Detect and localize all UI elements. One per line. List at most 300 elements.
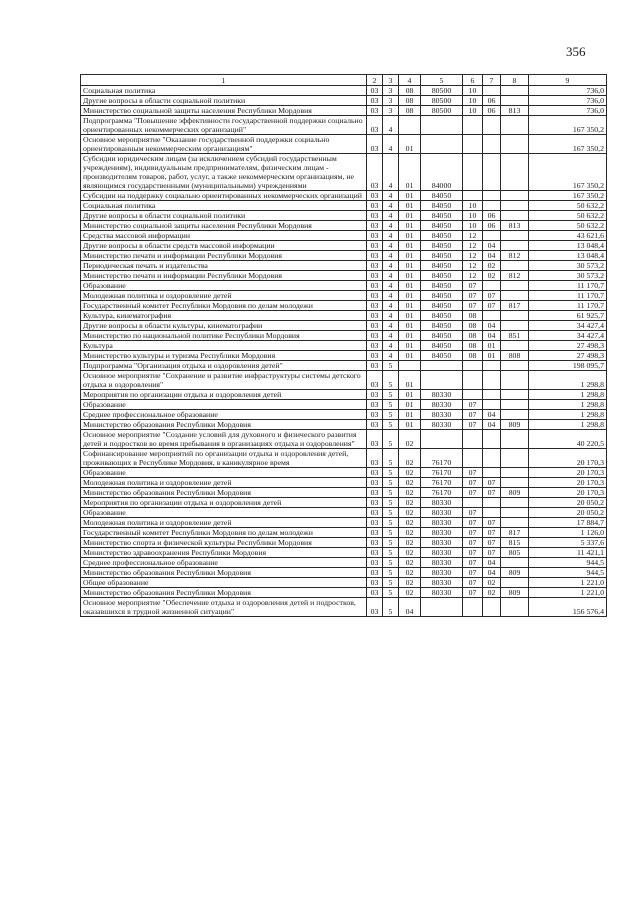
- direction-code-cell: [421, 430, 463, 449]
- activity-code-cell: 08: [399, 96, 421, 106]
- table-row: [81, 588, 607, 598]
- row-name-cell: Другие вопросы в области культуры, кинематографии: [81, 321, 367, 331]
- subsection-code-cell: [483, 371, 501, 390]
- ministry-code-cell: [501, 449, 529, 468]
- ministry-code-cell: [501, 154, 529, 191]
- activity-code-cell: 08: [399, 106, 421, 116]
- section-code-cell: 07: [463, 578, 483, 588]
- amount-cell: 34 427,4: [529, 321, 607, 331]
- direction-code-cell: 80500: [421, 106, 463, 116]
- subprogram-code-cell: 4: [383, 154, 399, 191]
- subprogram-code-cell: 4: [383, 351, 399, 361]
- row-name-cell: Министерство социальной защиты населения Республики Мордовия: [81, 221, 367, 231]
- subsection-code-cell: 01: [483, 351, 501, 361]
- activity-code-cell: 01: [399, 311, 421, 321]
- ministry-code-cell: [501, 96, 529, 106]
- direction-code-cell: 84050: [421, 191, 463, 201]
- program-code-cell: 03: [367, 538, 383, 548]
- row-name-cell: Среднее профессиональное образование: [81, 410, 367, 420]
- subprogram-code-cell: 4: [383, 311, 399, 321]
- direction-code-cell: [421, 598, 463, 617]
- amount-cell: 27 498,3: [529, 351, 607, 361]
- section-code-cell: 07: [463, 518, 483, 528]
- activity-code-cell: 02: [399, 468, 421, 478]
- table-row: [81, 498, 607, 508]
- row-name-cell: Образование: [81, 508, 367, 518]
- direction-code-cell: [421, 116, 463, 135]
- direction-code-cell: 84000: [421, 154, 463, 191]
- ministry-code-cell: [501, 201, 529, 211]
- table-row: [81, 251, 607, 261]
- amount-cell: 30 573,2: [529, 261, 607, 271]
- direction-code-cell: 80330: [421, 508, 463, 518]
- program-code-cell: 03: [367, 154, 383, 191]
- direction-code-cell: 80330: [421, 528, 463, 538]
- table-row: [81, 351, 607, 361]
- subprogram-code-cell: 4: [383, 231, 399, 241]
- amount-cell: 20 170,3: [529, 449, 607, 468]
- ministry-code-cell: [501, 518, 529, 528]
- activity-code-cell: [399, 116, 421, 135]
- program-code-cell: 03: [367, 478, 383, 488]
- table-row: [81, 568, 607, 578]
- ministry-code-cell: 817: [501, 528, 529, 538]
- subprogram-code-cell: 5: [383, 548, 399, 558]
- table-row: [81, 331, 607, 341]
- activity-code-cell: 01: [399, 261, 421, 271]
- subprogram-code-cell: 5: [383, 361, 399, 371]
- amount-cell: 944,5: [529, 568, 607, 578]
- program-code-cell: 03: [367, 106, 383, 116]
- subprogram-code-cell: 5: [383, 449, 399, 468]
- table-row: [81, 86, 607, 96]
- subsection-code-cell: 07: [483, 488, 501, 498]
- amount-cell: 20 170,3: [529, 488, 607, 498]
- program-code-cell: 03: [367, 86, 383, 96]
- section-code-cell: 07: [463, 568, 483, 578]
- direction-code-cell: 80330: [421, 518, 463, 528]
- page-number: 356: [566, 44, 586, 59]
- activity-code-cell: 08: [399, 86, 421, 96]
- subsection-code-cell: 01: [483, 341, 501, 351]
- header-row: [81, 75, 607, 86]
- subprogram-code-cell: 5: [383, 400, 399, 410]
- subsection-code-cell: 04: [483, 568, 501, 578]
- subprogram-code-cell: 5: [383, 588, 399, 598]
- subsection-code-cell: 07: [483, 518, 501, 528]
- row-name-cell: Подпрограмма "Повышение эффективности государственной поддержки социально ориентированных некоммерческих организаций": [81, 116, 367, 135]
- table-row: [81, 231, 607, 241]
- activity-code-cell: 01: [399, 321, 421, 331]
- amount-cell: 736,0: [529, 86, 607, 96]
- program-code-cell: 03: [367, 488, 383, 498]
- program-code-cell: 03: [367, 311, 383, 321]
- subprogram-code-cell: 5: [383, 568, 399, 578]
- section-code-cell: [463, 116, 483, 135]
- header-cell: 2: [367, 75, 383, 86]
- direction-code-cell: 76170: [421, 449, 463, 468]
- section-code-cell: [463, 598, 483, 617]
- ministry-code-cell: 809: [501, 588, 529, 598]
- table-row: [81, 420, 607, 430]
- header-cell: 1: [81, 75, 367, 86]
- activity-code-cell: 02: [399, 449, 421, 468]
- activity-code-cell: 01: [399, 271, 421, 281]
- activity-code-cell: 01: [399, 410, 421, 420]
- program-code-cell: 03: [367, 371, 383, 390]
- amount-cell: 13 048,4: [529, 251, 607, 261]
- subprogram-code-cell: 5: [383, 528, 399, 538]
- subsection-code-cell: [483, 191, 501, 201]
- subsection-code-cell: [483, 116, 501, 135]
- direction-code-cell: 80330: [421, 420, 463, 430]
- header-cell: 7: [483, 75, 501, 86]
- activity-code-cell: 01: [399, 390, 421, 400]
- amount-cell: 1 298,8: [529, 400, 607, 410]
- program-code-cell: 03: [367, 191, 383, 201]
- amount-cell: 13 048,4: [529, 241, 607, 251]
- row-name-cell: Среднее профессиональное образование: [81, 558, 367, 568]
- amount-cell: 198 095,7: [529, 361, 607, 371]
- section-code-cell: 07: [463, 488, 483, 498]
- activity-code-cell: 01: [399, 341, 421, 351]
- amount-cell: 34 427,4: [529, 331, 607, 341]
- row-name-cell: Другие вопросы в области социальной политики: [81, 96, 367, 106]
- amount-cell: 20 050,2: [529, 498, 607, 508]
- section-code-cell: 10: [463, 201, 483, 211]
- direction-code-cell: 84050: [421, 251, 463, 261]
- subprogram-code-cell: 5: [383, 390, 399, 400]
- activity-code-cell: 02: [399, 478, 421, 488]
- subsection-code-cell: [483, 508, 501, 518]
- subsection-code-cell: 04: [483, 321, 501, 331]
- subprogram-code-cell: 4: [383, 251, 399, 261]
- section-code-cell: 07: [463, 420, 483, 430]
- row-name-cell: Социальная политика: [81, 86, 367, 96]
- ministry-code-cell: [501, 371, 529, 390]
- section-code-cell: [463, 191, 483, 201]
- activity-code-cell: 01: [399, 241, 421, 251]
- table-row: [81, 371, 607, 390]
- header-cell: 4: [399, 75, 421, 86]
- program-code-cell: 03: [367, 498, 383, 508]
- activity-code-cell: 01: [399, 301, 421, 311]
- table-row: [81, 518, 607, 528]
- table-row: [81, 390, 607, 400]
- direction-code-cell: 80330: [421, 498, 463, 508]
- subsection-code-cell: [483, 498, 501, 508]
- direction-code-cell: 80330: [421, 548, 463, 558]
- section-code-cell: 07: [463, 558, 483, 568]
- ministry-code-cell: [501, 211, 529, 221]
- row-name-cell: Культура: [81, 341, 367, 351]
- table-row: [81, 430, 607, 449]
- ministry-code-cell: [501, 86, 529, 96]
- subsection-code-cell: 04: [483, 420, 501, 430]
- activity-code-cell: 02: [399, 558, 421, 568]
- activity-code-cell: 02: [399, 518, 421, 528]
- ministry-code-cell: 805: [501, 548, 529, 558]
- ministry-code-cell: [501, 578, 529, 588]
- section-code-cell: 10: [463, 221, 483, 231]
- subprogram-code-cell: 3: [383, 96, 399, 106]
- program-code-cell: 03: [367, 578, 383, 588]
- row-name-cell: Министерство образования Республики Мордовия: [81, 588, 367, 598]
- direction-code-cell: 84050: [421, 201, 463, 211]
- row-name-cell: Социальная политика: [81, 201, 367, 211]
- budget-table: [80, 74, 607, 617]
- subsection-code-cell: 02: [483, 588, 501, 598]
- subsection-code-cell: 02: [483, 578, 501, 588]
- activity-code-cell: [399, 361, 421, 371]
- amount-cell: 736,0: [529, 96, 607, 106]
- ministry-code-cell: 808: [501, 351, 529, 361]
- activity-code-cell: 01: [399, 154, 421, 191]
- amount-cell: 1 221,0: [529, 578, 607, 588]
- program-code-cell: 03: [367, 568, 383, 578]
- amount-cell: 5 337,6: [529, 538, 607, 548]
- section-code-cell: [463, 430, 483, 449]
- table-row: [81, 116, 607, 135]
- amount-cell: 30 573,2: [529, 271, 607, 281]
- subprogram-code-cell: 4: [383, 321, 399, 331]
- activity-code-cell: 01: [399, 231, 421, 241]
- direction-code-cell: 80500: [421, 96, 463, 106]
- direction-code-cell: 84050: [421, 281, 463, 291]
- ministry-code-cell: [501, 468, 529, 478]
- subsection-code-cell: [483, 201, 501, 211]
- program-code-cell: 03: [367, 400, 383, 410]
- section-code-cell: 07: [463, 400, 483, 410]
- direction-code-cell: 84050: [421, 331, 463, 341]
- subsection-code-cell: 07: [483, 548, 501, 558]
- program-code-cell: 03: [367, 508, 383, 518]
- section-code-cell: 12: [463, 241, 483, 251]
- subsection-code-cell: 07: [483, 301, 501, 311]
- header-cell: 8: [501, 75, 529, 86]
- direction-code-cell: 76170: [421, 478, 463, 488]
- ministry-code-cell: [501, 311, 529, 321]
- row-name-cell: Основное мероприятие "Оказание государственной поддержки социально ориентированным некоммерческим организациям": [81, 135, 367, 154]
- direction-code-cell: 76170: [421, 488, 463, 498]
- subsection-code-cell: [483, 281, 501, 291]
- table-row: [81, 261, 607, 271]
- direction-code-cell: 80330: [421, 400, 463, 410]
- row-name-cell: Основное мероприятие "Создание условий для духовного и физического развития детей и подростков во время пребывания в организациях отдыха и оздоровления": [81, 430, 367, 449]
- table-row: [81, 548, 607, 558]
- table-row: [81, 578, 607, 588]
- activity-code-cell: 01: [399, 251, 421, 261]
- subprogram-code-cell: 4: [383, 271, 399, 281]
- program-code-cell: 03: [367, 351, 383, 361]
- table-row: [81, 341, 607, 351]
- amount-cell: 27 498,3: [529, 341, 607, 351]
- subsection-code-cell: [483, 390, 501, 400]
- row-name-cell: Мероприятия по организации отдыха и оздоровления детей: [81, 390, 367, 400]
- row-name-cell: Министерство печати и информации Республики Мордовия: [81, 271, 367, 281]
- row-name-cell: Образование: [81, 400, 367, 410]
- activity-code-cell: 01: [399, 191, 421, 201]
- subsection-code-cell: 04: [483, 331, 501, 341]
- direction-code-cell: [421, 135, 463, 154]
- activity-code-cell: 01: [399, 420, 421, 430]
- direction-code-cell: 84050: [421, 271, 463, 281]
- section-code-cell: 12: [463, 271, 483, 281]
- ministry-code-cell: 809: [501, 488, 529, 498]
- direction-code-cell: 80330: [421, 538, 463, 548]
- ministry-code-cell: [501, 341, 529, 351]
- ministry-code-cell: [501, 498, 529, 508]
- subprogram-code-cell: 4: [383, 201, 399, 211]
- section-code-cell: [463, 371, 483, 390]
- table-row: [81, 508, 607, 518]
- program-code-cell: 03: [367, 261, 383, 271]
- program-code-cell: 03: [367, 361, 383, 371]
- subsection-code-cell: [483, 231, 501, 241]
- table-row: [81, 154, 607, 191]
- subprogram-code-cell: 4: [383, 331, 399, 341]
- subsection-code-cell: [483, 468, 501, 478]
- direction-code-cell: 80330: [421, 390, 463, 400]
- ministry-code-cell: [501, 261, 529, 271]
- ministry-code-cell: [501, 390, 529, 400]
- section-code-cell: 07: [463, 468, 483, 478]
- amount-cell: 167 350,2: [529, 116, 607, 135]
- table-row: [81, 311, 607, 321]
- program-code-cell: 03: [367, 558, 383, 568]
- subprogram-code-cell: 4: [383, 261, 399, 271]
- header-cell: 6: [463, 75, 483, 86]
- row-name-cell: Министерство образования Республики Мордовия: [81, 420, 367, 430]
- direction-code-cell: 84050: [421, 211, 463, 221]
- subsection-code-cell: 02: [483, 261, 501, 271]
- direction-code-cell: 84050: [421, 241, 463, 251]
- program-code-cell: 03: [367, 528, 383, 538]
- subprogram-code-cell: 4: [383, 135, 399, 154]
- subsection-code-cell: 06: [483, 106, 501, 116]
- activity-code-cell: 01: [399, 351, 421, 361]
- ministry-code-cell: 809: [501, 568, 529, 578]
- program-code-cell: 03: [367, 420, 383, 430]
- row-name-cell: Государственный комитет Республики Мордовия по делам молодежи: [81, 301, 367, 311]
- subprogram-code-cell: 4: [383, 341, 399, 351]
- row-name-cell: Министерство печати и информации Республики Мордовия: [81, 251, 367, 261]
- subsection-code-cell: [483, 430, 501, 449]
- program-code-cell: 03: [367, 430, 383, 449]
- amount-cell: 944,5: [529, 558, 607, 568]
- table-row: [81, 468, 607, 478]
- subprogram-code-cell: 5: [383, 410, 399, 420]
- amount-cell: 17 884,7: [529, 518, 607, 528]
- row-name-cell: Государственный комитет Республики Мордовия по делам молодежи: [81, 528, 367, 538]
- row-name-cell: Молодежная политика и оздоровление детей: [81, 518, 367, 528]
- ministry-code-cell: [501, 321, 529, 331]
- subprogram-code-cell: 3: [383, 106, 399, 116]
- activity-code-cell: 01: [399, 201, 421, 211]
- program-code-cell: 03: [367, 468, 383, 478]
- program-code-cell: 03: [367, 201, 383, 211]
- program-code-cell: 03: [367, 331, 383, 341]
- subsection-code-cell: 07: [483, 478, 501, 488]
- row-name-cell: Молодежная политика и оздоровление детей: [81, 478, 367, 488]
- program-code-cell: 03: [367, 116, 383, 135]
- header-cell: 5: [421, 75, 463, 86]
- section-code-cell: 12: [463, 231, 483, 241]
- direction-code-cell: 84050: [421, 301, 463, 311]
- row-name-cell: Другие вопросы в области средств массовой информации: [81, 241, 367, 251]
- table-row: [81, 291, 607, 301]
- subprogram-code-cell: 5: [383, 488, 399, 498]
- section-code-cell: 07: [463, 301, 483, 311]
- section-code-cell: 07: [463, 281, 483, 291]
- activity-code-cell: 02: [399, 528, 421, 538]
- ministry-code-cell: [501, 508, 529, 518]
- ministry-code-cell: 817: [501, 301, 529, 311]
- row-name-cell: Софинансирование мероприятий по организации отдыха и оздоровления детей, проживающих в Республике Мордовия, в каникулярное время: [81, 449, 367, 468]
- ministry-code-cell: 813: [501, 221, 529, 231]
- program-code-cell: 03: [367, 231, 383, 241]
- table-row: [81, 301, 607, 311]
- subprogram-code-cell: 5: [383, 518, 399, 528]
- table-row: [81, 106, 607, 116]
- activity-code-cell: 02: [399, 498, 421, 508]
- subprogram-code-cell: 4: [383, 291, 399, 301]
- program-code-cell: 03: [367, 301, 383, 311]
- ministry-code-cell: 809: [501, 420, 529, 430]
- program-code-cell: 03: [367, 241, 383, 251]
- program-code-cell: 03: [367, 96, 383, 106]
- ministry-code-cell: 851: [501, 331, 529, 341]
- ministry-code-cell: [501, 361, 529, 371]
- subsection-code-cell: [483, 361, 501, 371]
- amount-cell: 1 298,8: [529, 420, 607, 430]
- subprogram-code-cell: 5: [383, 598, 399, 617]
- row-name-cell: Мероприятия по организации отдыха и оздоровления детей: [81, 498, 367, 508]
- amount-cell: 50 632,2: [529, 211, 607, 221]
- activity-code-cell: 02: [399, 578, 421, 588]
- section-code-cell: [463, 498, 483, 508]
- subprogram-code-cell: 5: [383, 558, 399, 568]
- table-row: [81, 449, 607, 468]
- subprogram-code-cell: 4: [383, 116, 399, 135]
- header-cell: 9: [529, 75, 607, 86]
- section-code-cell: 08: [463, 321, 483, 331]
- section-code-cell: 10: [463, 106, 483, 116]
- section-code-cell: 07: [463, 478, 483, 488]
- subsection-code-cell: [483, 154, 501, 191]
- program-code-cell: 03: [367, 251, 383, 261]
- section-code-cell: [463, 390, 483, 400]
- table-row: [81, 241, 607, 251]
- section-code-cell: 07: [463, 538, 483, 548]
- section-code-cell: 08: [463, 351, 483, 361]
- program-code-cell: 03: [367, 281, 383, 291]
- row-name-cell: Образование: [81, 468, 367, 478]
- section-code-cell: 07: [463, 588, 483, 598]
- row-name-cell: Министерство образования Республики Мордовия: [81, 568, 367, 578]
- section-code-cell: [463, 449, 483, 468]
- ministry-code-cell: [501, 116, 529, 135]
- row-name-cell: Министерство здравоохранения Республики Мордовия: [81, 548, 367, 558]
- subsection-code-cell: 06: [483, 96, 501, 106]
- ministry-code-cell: 815: [501, 538, 529, 548]
- section-code-cell: 08: [463, 341, 483, 351]
- table-row: [81, 221, 607, 231]
- row-name-cell: Основное мероприятие "Сохранение и развитие инфраструктуры системы детского отдыха и оздоровления": [81, 371, 367, 390]
- program-code-cell: 03: [367, 410, 383, 420]
- row-name-cell: Министерство по национальной политике Республики Мордовия: [81, 331, 367, 341]
- direction-code-cell: 84050: [421, 351, 463, 361]
